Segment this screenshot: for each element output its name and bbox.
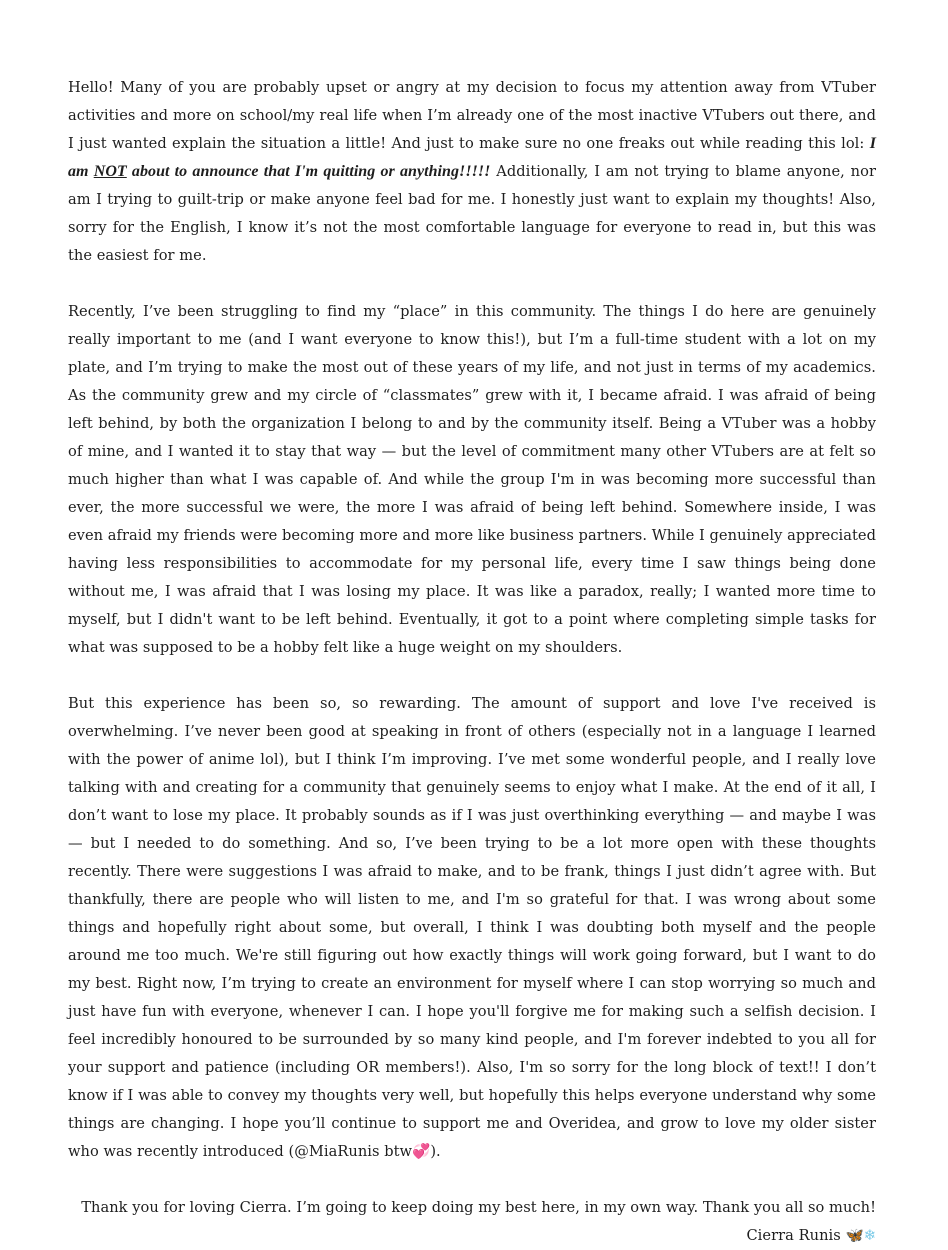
- rewarding-text: But this experience has been so, so rewarding. The amount of support and love I've received is overwhelming. I’ve never been good at speaking in front of others (especially not in a language I learned with the power of anime lol), but I think I’m improving. I’ve met some wonderful people, and I really love talking with and creating for a community that genuinely seems to enjoy what I make. At the end of it all, I don’t want to lose my place. It probably sounds as if I was just overthinking everything — and maybe I was — but I needed to do something. And so, I’ve been trying to be a lot more open with these thoughts recently. There were suggestions I was afraid to make, and to be frank, things I just didn’t agree with. But thankfully, there are people who will listen to me, and I'm so grateful for that. I was wrong about some things and hopefully right about some, but overall, I think I was doubting both myself and the people around me too much. We're still figuring out how exactly things will work going forward, but I want to do my best. Right now, I’m trying to create an environment for myself where I can stop worrying so much and just have fun with everyone, whenever I can. I hope you'll forgive me for making such a selfish decision. I feel incredibly honoured to be surrounded by so many kind people, and I'm forever indebted to you all for your support and patience (including OR members!). Also, I'm so sorry for the long block of text!! I don’t know if I was able to convey my thoughts very well, but hopefully this helps everyone understand why some things are changing. I hope you’ll continue to support me and Overidea, and grow to love my older sister who was recently introduced (@MiaRunis btw: [68, 695, 876, 1160]
- emphasis-not: NOT: [93, 163, 127, 180]
- paragraph-rewarding: [68, 690, 876, 1166]
- intro-continued-text: Additionally, I am not trying to blame anyone, nor am I trying to guilt-trip or make anyone feel bad for me. I honestly just want to explain my thoughts! Also, sorry for the English, I know it’s not the most comfortable language for everyone to read in, but this was the easiest for me.: [68, 163, 876, 264]
- closing-line: Thank you for loving Cierra. I’m going to keep doing my best here, in my own way. Thank you all so much!: [81, 1199, 876, 1216]
- emphasis-part-1: I am: [68, 135, 876, 180]
- intro-text: Hello! Many of you are probably upset or angry at my decision to focus my attention away from VTuber activities and more on school/my real life when I’m already one of the most inactive VTubers out there, and I just wanted explain the situation a little! And just to make sure no one freaks out while reading this lol:: [68, 79, 876, 152]
- signature: [68, 1222, 876, 1250]
- closing-block: [68, 1194, 876, 1250]
- letter-document: [68, 74, 876, 1250]
- rewarding-end: ).: [430, 1143, 441, 1160]
- signature-name: Cierra Runis: [746, 1227, 841, 1244]
- paragraph-struggles: Recently, I’ve been struggling to find my “place” in this community. The things I do here are genuinely really important to me (and I want everyone to know this!), but I’m a full-time student with a lot on my plate, and I’m trying to make the most out of these years of my life, and not just in terms of my academics. As the community grew and my circle of “classmates” grew with it, I became afraid. I was afraid of being left behind, by both the organization I belong to and by the community itself. Being a VTuber was a hobby of mine, and I wanted it to stay that way — but the level of commitment many other VTubers are at felt so much higher than what I was capable of. And while the group I'm in was becoming more successful than ever, the more successful we were, the more I was afraid of being left behind. Somewhere inside, I was even afraid my friends were becoming more and more like business partners. While I genuinely appreciated having less responsibilities to accommodate for my personal life, every time I saw things being done without me, I was afraid that I was losing my place. It was like a paradox, really; I wanted more time to myself, but I didn't want to be left behind. Eventually, it got to a point where completing simple tasks for what was supposed to be a hobby felt like a huge weight on my shoulders.: [68, 303, 876, 656]
- emphasis-part-2: about to announce that I'm quitting or anything!!!!!: [126, 163, 491, 180]
- paragraph-intro: [68, 74, 876, 270]
- butterfly-emoji-icon: 🦋: [845, 1227, 864, 1244]
- heart-emoji-icon: 💞: [412, 1143, 431, 1160]
- snowflake-emoji-icon: ❄: [863, 1227, 876, 1244]
